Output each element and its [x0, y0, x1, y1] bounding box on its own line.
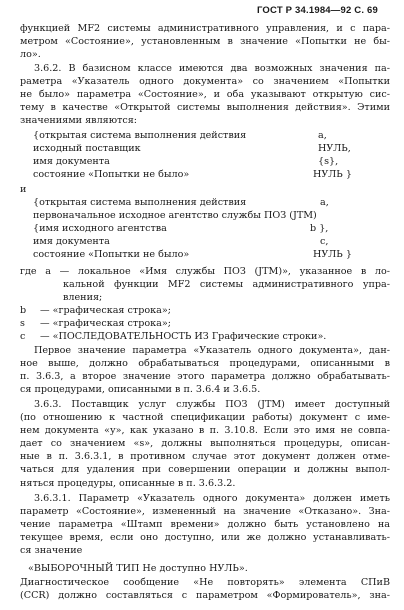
record-row: [33, 196, 363, 209]
text-line: нем документа «у», как указано в п. 3.10.8. Если это имя не совпа-: [20, 425, 390, 437]
record-row: [33, 222, 363, 235]
text-line: кальной функции MF2 системы административного упра-: [63, 279, 390, 291]
text-line: Диагностическое сообщение «Не повторять» элемента СПиВ: [20, 577, 390, 588]
definition-item: [20, 304, 390, 317]
text-line: метром «Состояние», установленным в значение «Попытки не бы-: [20, 36, 390, 48]
text-line: 3.6.2. В базисном классе имеются два возможных значения па-: [34, 63, 390, 74]
record-row: [33, 142, 363, 155]
paragraph-3-6-3-1: [20, 492, 390, 557]
text-line: ся процедурами, описанными в п. 3.6.4 и 3.6.5.: [20, 384, 261, 396]
record-value: НУЛЬ }: [313, 169, 352, 180]
definition-key: b: [20, 305, 27, 316]
record-value: a,: [320, 197, 329, 208]
text-line: функцией MF2 системы административного управления, и с пара-: [20, 23, 390, 34]
definition-item: [20, 330, 390, 343]
text-line: чаться для удаления при совершении операции и должны выпол-: [20, 464, 390, 476]
record-row: [33, 235, 363, 248]
definition-list: [20, 304, 390, 343]
record-value: b },: [310, 223, 329, 234]
record-value: НУЛЬ,: [318, 143, 351, 154]
text-line: раметра «Указатель одного документа» со значением «Попытки: [20, 76, 390, 88]
definition-key: s: [20, 318, 25, 329]
record-row: [33, 155, 363, 168]
record-field: имя документа: [33, 156, 110, 167]
record-field: {открытая система выполнения действия: [33, 130, 247, 141]
text-line: ся значение: [20, 545, 83, 557]
record-row: [33, 129, 363, 142]
paragraph-3-6-3: [20, 398, 390, 490]
record-value: НУЛЬ }: [313, 249, 352, 260]
paragraph-3-6-2: [20, 62, 390, 127]
value-record-2: [33, 196, 363, 261]
record-row: [33, 168, 363, 181]
text-line: 3.6.3. Поставщик услуг службы ПОЗ (JTM) имеет доступный: [34, 399, 390, 410]
text-line: п. 3.6.3, а второе значение этого параметра должно обрабатывать-: [20, 371, 390, 383]
record-value: {s},: [318, 156, 339, 167]
definition-value: — «графическая строка»;: [40, 305, 171, 316]
record-value: c,: [320, 236, 329, 247]
paragraph-diagnostic: [20, 576, 390, 602]
record-value: a,: [318, 130, 327, 141]
conjunction: и: [20, 184, 27, 195]
record-field: {открытая система выполнения действия: [33, 197, 247, 208]
record-field: {имя исходного агентства: [33, 223, 167, 234]
text-line: няться процедуры, описанные в п. 3.6.3.2.: [20, 477, 236, 489]
value-record-1: [33, 129, 363, 181]
text-line: ное выше, должно обрабатываться процедурами, описанными в: [20, 358, 390, 370]
text-line: чение параметра «Штамп времени» должно быть установлено на: [20, 519, 390, 531]
record-row: [33, 209, 363, 222]
paragraph-1: [20, 22, 390, 61]
text-line: 3.6.3.1. Параметр «Указатель одного документа» должен иметь: [34, 493, 390, 504]
page-header: ГОСТ Р 34.1984—92 С. 69: [256, 5, 378, 16]
record-field: имя документа: [33, 236, 110, 247]
record-field: первоначальное исходное агентство службы ПОЗ (JTM): [33, 210, 317, 221]
text-line: не было» параметра «Состояние», и оба указывают открытую сис-: [20, 89, 390, 101]
text-line: (CCR) должно составляться с параметром «Формирователь», зна-: [20, 590, 390, 602]
text-line: ло».: [20, 49, 41, 61]
text-line: текущее время, если оно доступно, или же должно устанавливать-: [20, 532, 390, 544]
text-line: ные в п. 3.6.3.1, в противном случае этот документ должен отме-: [20, 451, 390, 463]
definition-value: — «графическая строка»;: [40, 318, 171, 329]
record-field: состояние «Попытки не было»: [33, 249, 190, 260]
text-line: параметр «Состояние», измененный на значение «Отказано». Зна-: [20, 506, 390, 518]
definition-item: [20, 317, 390, 330]
text-line: вления;: [63, 292, 103, 304]
selective-type-line: [20, 562, 390, 575]
where-clause: [20, 265, 390, 304]
text-line: где а — локальное «Имя службы ПОЗ (JTM)», указанное в ло-: [20, 266, 390, 277]
text-line: «ВЫБОРОЧНЫЙ ТИП Не доступно НУЛЬ».: [28, 563, 248, 574]
record-field: исходный поставщик: [33, 143, 141, 154]
paragraph-first-value: [20, 344, 390, 396]
record-row: [33, 248, 363, 261]
text-line: значениями являются:: [20, 115, 138, 127]
record-field: состояние «Попытки не было»: [33, 169, 190, 180]
text-line: Первое значение параметра «Указатель одного документа», дан-: [34, 345, 390, 356]
definition-key: c: [20, 331, 26, 342]
text-line: дает со значением «s», должны выполняться процедуры, описан-: [20, 438, 390, 450]
text-line: (по отношению к частной спецификации работы) документ с име-: [20, 412, 390, 424]
definition-value: — «ПОСЛЕДОВАТЕЛЬНОСТЬ ИЗ Графические строки».: [40, 331, 327, 342]
text-line: тему в качестве «Открытой системы выполнения действия». Этими: [20, 102, 390, 114]
